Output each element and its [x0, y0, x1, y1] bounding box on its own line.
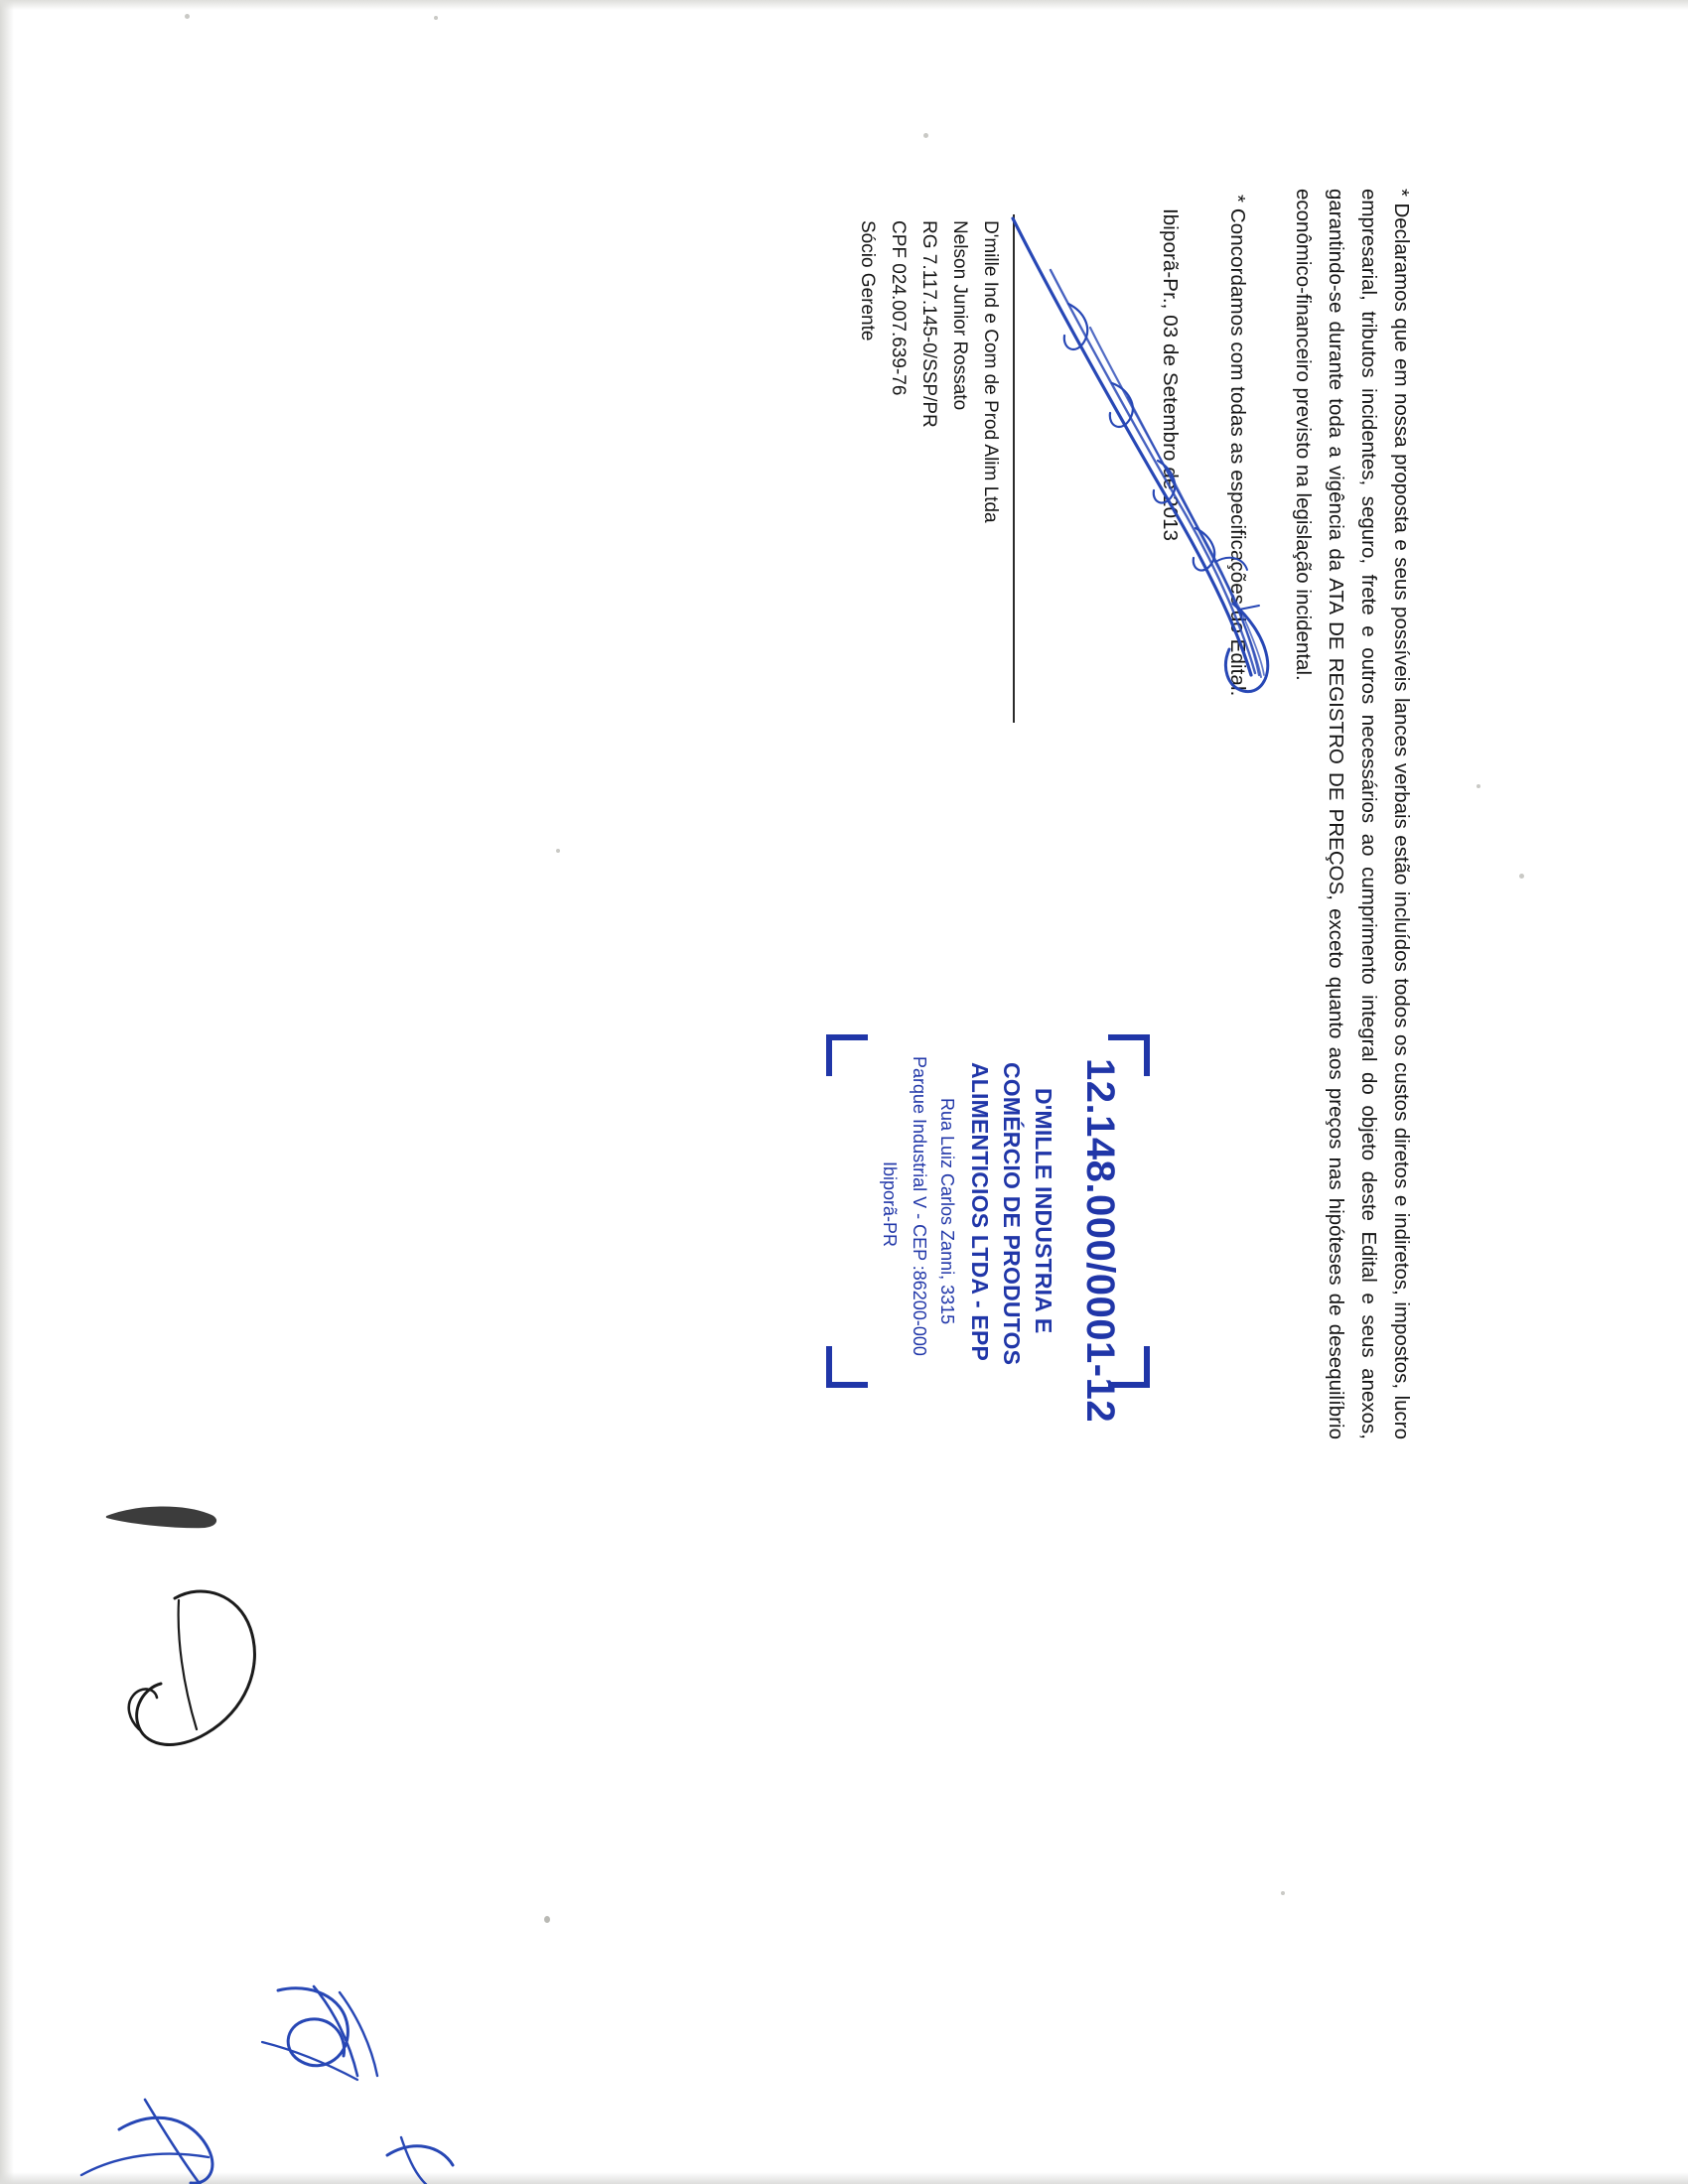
scan-speck — [556, 849, 560, 853]
scan-speck — [544, 1916, 550, 1923]
scan-speck — [923, 133, 928, 138]
scan-speck — [1281, 1891, 1285, 1895]
signer-cpf: CPF 024.007.639-76 — [888, 220, 909, 396]
signature-rule — [1013, 214, 1015, 723]
scan-speck — [1519, 874, 1524, 879]
stamp-company-line-3: ALIMENTICIOS LTDA - EPP — [967, 1062, 993, 1362]
scan-edge-shadow-top — [0, 0, 1688, 10]
signer-rg: RG 7.117.145-0/SSP/PR — [918, 220, 939, 428]
handwritten-signature-main — [973, 208, 1301, 725]
agreement-line: * Concordamos com todas as especificações do Edital. — [1226, 195, 1249, 697]
stamp-company-line-1: D'MILLE INDUSTRIA E — [1031, 1088, 1056, 1334]
signer-company: D'mille Ind e Com de Prod Alim Ltda — [980, 220, 1001, 523]
stamp-address-city: Ibiporã-PR — [880, 1161, 900, 1248]
scan-edge-shadow-left — [0, 0, 14, 2184]
stamp-address-street: Rua Luiz Carlos Zanni, 3315 — [937, 1098, 957, 1325]
stamp-corner-br — [826, 1346, 868, 1388]
stamp-cnpj: 12.148.000/0001-12 — [1078, 1058, 1122, 1424]
place-date-line: Ibiporã-Pr., 03 de Setembro de 2013 — [1159, 208, 1182, 542]
stamp-corner-bl — [826, 1034, 868, 1076]
ink-mark-upper-left-lower — [99, 1499, 328, 1797]
signer-role: Sócio Gerente — [857, 220, 878, 341]
scan-edge-shadow-bottom — [0, 2172, 1688, 2184]
signer-name: Nelson Junior Rossato — [949, 220, 970, 411]
scan-speck — [185, 14, 190, 19]
scan-speck — [434, 16, 438, 20]
declaration-paragraph: * Declaramos que em nossa proposta e seus possíveis lances verbais estão incluídos todos os custos diretos e indiretos, impostos, lucro empresarial, tributos incidentes, seguro, frete e outros necessários ao cumprimento integral do objeto deste Edital e seus anexos, garantindo-se durante toda a vigência da ATA DE REGISTRO DE PREÇOS, exceto quanto aos preços nas hipóteses de desequilíbrio econômico-financeiro previsto na legislação incidental. — [1292, 189, 1413, 1439]
scan-speck — [1477, 784, 1480, 788]
company-rubber-stamp — [824, 1032, 1152, 1424]
stamp-address-district: Parque Industrial V - CEP :86200-000 — [910, 1056, 929, 1356]
stamp-company-line-2: COMÉRCIO DE PRODUTOS — [999, 1062, 1025, 1366]
handwritten-signature-bottom — [60, 1980, 477, 2184]
